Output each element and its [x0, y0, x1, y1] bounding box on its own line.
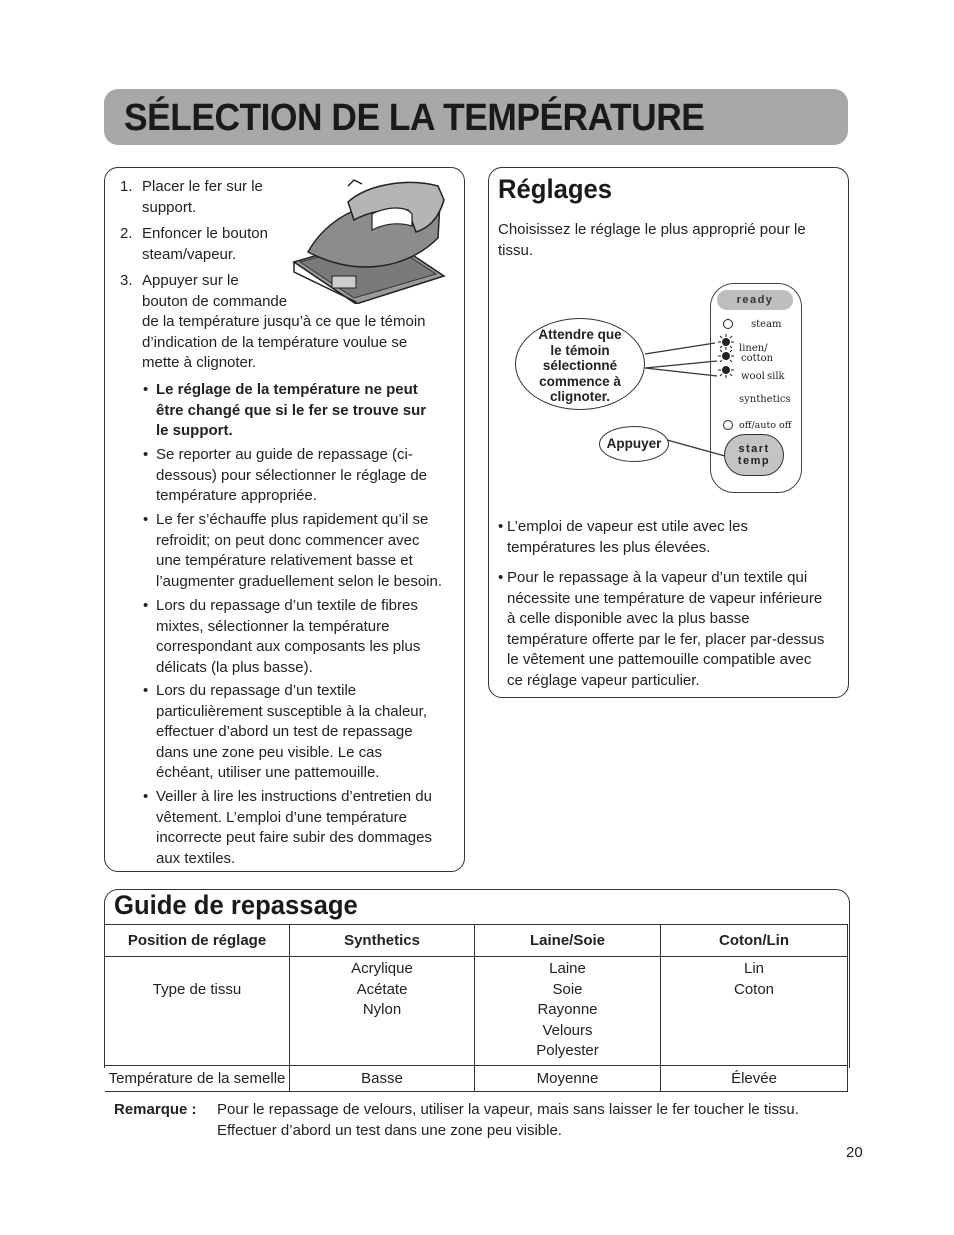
tip-line: dans une zone peu visible. Le cas — [156, 743, 382, 761]
synthetics-label: synthetics — [739, 394, 791, 405]
note-line: le vêtement une pattemouille compatible avec — [507, 651, 812, 668]
steam-label: steam — [751, 319, 782, 330]
step-3-line: de la température jusqu’à ce que le témoin — [142, 313, 426, 330]
ironing-guide-table — [105, 924, 848, 1092]
step-1-line: support. — [142, 198, 197, 216]
table-cell — [661, 957, 848, 1066]
table-cell — [290, 957, 475, 1066]
table-cell: Moyenne — [475, 1066, 661, 1092]
fabric-item: Nylon — [362, 1001, 402, 1018]
step-3-line: mette à clignoter. — [142, 354, 257, 371]
step-1-line: Placer le fer sur le — [142, 178, 263, 195]
callout-line: commence à — [539, 373, 621, 389]
tip-line: refroidit; on peut donc commencer avec — [156, 531, 420, 549]
tip-line: Le fer s’échauffe plus rapidement qu’il se — [156, 511, 429, 528]
start-temp-button[interactable] — [724, 434, 784, 476]
callout-line: clignoter. — [549, 389, 610, 404]
tip-line: être changé que si le fer se trouve sur — [156, 401, 427, 419]
intro-line: Choisissez le réglage le plus approprié pour le — [498, 221, 806, 238]
tip-line: dessous) pour sélectionner le réglage de — [156, 466, 428, 484]
table-cell: Basse — [290, 1066, 475, 1092]
column-header: Synthetics — [290, 925, 475, 957]
tip-line: effectuer d’abord un test de repassage — [156, 723, 413, 740]
note-line: Pour le repassage à la vapeur d’un textile qui — [507, 569, 808, 586]
bullet-icon: • — [143, 788, 149, 805]
bullet-icon: • — [498, 569, 504, 586]
bullet-icon: • — [143, 446, 149, 463]
note-text — [217, 1100, 799, 1141]
title-bar — [104, 89, 848, 145]
cotton-label: cotton — [741, 353, 774, 364]
indicator-light-icon — [723, 319, 733, 329]
tip-line: échéant, utiliser une pattemouille. — [156, 764, 380, 781]
table-cell: Élevée — [661, 1066, 848, 1092]
bullet-icon: • — [143, 381, 149, 398]
step-3-line: d’indication de la température voulue se — [142, 333, 408, 351]
step-3-line: Appuyer sur le — [142, 272, 239, 289]
note-line: Effectuer d’abord un test dans une zone peu visible. — [217, 1121, 562, 1139]
fabric-item: Coton — [733, 980, 775, 998]
row-label: Température de la semelle — [105, 1066, 290, 1092]
page-number: 20 — [846, 1144, 863, 1161]
tip-line: vêtement. L’emploi d’une température — [156, 808, 407, 826]
bullet-icon: • — [143, 511, 149, 528]
fabric-item: Rayonne — [537, 1001, 598, 1018]
column-header: Coton/Lin — [661, 925, 848, 957]
guide-heading: Guide de repassage — [114, 890, 358, 920]
callout-line: sélectionné — [542, 358, 618, 373]
tip-line: Le réglage de la température ne peut — [156, 381, 418, 398]
fabric-item: Acétate — [356, 980, 408, 998]
tip-line: le support. — [156, 422, 233, 439]
tip-line: mixtes, sélectionner la température — [156, 617, 390, 635]
table-row — [105, 957, 848, 1066]
note-line: température offerte par le fer, placer par-dessus — [507, 630, 825, 648]
callout-press-label: Appuyer — [606, 436, 662, 451]
fabric-item: Lin — [743, 960, 765, 977]
start-label: start — [738, 443, 770, 455]
tip-line: une température relativement basse et — [156, 552, 413, 569]
instructions-box — [104, 167, 465, 872]
tip-line: l’augmenter graduellement selon le besoin. — [156, 572, 443, 590]
fabric-item: Laine — [549, 960, 586, 977]
fabric-item: Polyester — [536, 1042, 599, 1059]
callout-line: Attendre que — [538, 327, 622, 342]
note-line: nécessite une température de vapeur inférieure — [507, 589, 823, 607]
row-label: Type de tissu — [105, 957, 290, 1066]
intro-line: tissu. — [498, 241, 534, 259]
off-label: off/auto off — [739, 420, 792, 431]
temp-label: temp — [737, 455, 771, 467]
step-number: 1. — [120, 178, 133, 195]
tip-line: incorrecte peut faire subir des dommages — [156, 829, 432, 846]
note-line: températures les plus élevées. — [507, 538, 711, 556]
bullet-icon: • — [143, 597, 149, 614]
tip-line: Se reporter au guide de repassage (ci- — [156, 446, 413, 463]
silk-label: silk — [767, 371, 785, 382]
step-3-line: bouton de commande — [142, 292, 288, 310]
table-header-row — [105, 925, 848, 957]
step-number: 3. — [120, 272, 133, 289]
bullet-icon: • — [498, 518, 504, 535]
tip-line: correspondant aux composants les plus — [156, 638, 421, 655]
tip-line: délicats (la plus basse). — [156, 658, 313, 676]
callout-line: le témoin — [550, 342, 610, 358]
column-header: Position de réglage — [105, 925, 290, 957]
fabric-item: Acrylique — [351, 960, 413, 977]
tip-line: Lors du repassage d’un textile de fibres — [156, 597, 418, 614]
tip-line: Veiller à lire les instructions d’entretien du — [156, 788, 432, 805]
step-2-line: Enfoncer le bouton — [142, 225, 268, 242]
note-line: à celle disponible avec la plus basse — [507, 610, 750, 627]
step-2-line: steam/vapeur. — [142, 245, 237, 263]
tip-line: particulièrement susceptible à la chaleur, — [156, 702, 427, 720]
table-cell — [475, 957, 661, 1066]
fabric-item: Soie — [552, 980, 583, 998]
wool-label: wool — [741, 371, 765, 382]
ready-indicator: ready — [717, 290, 793, 310]
indicator-light-icon — [723, 420, 733, 430]
step-number: 2. — [120, 225, 133, 242]
note-line: Pour le repassage de velours, utiliser la vapeur, mais sans laisser le fer toucher le tissu. — [217, 1101, 799, 1118]
note-line: L’emploi de vapeur est utile avec les — [507, 518, 748, 535]
bullet-icon: • — [143, 682, 149, 699]
linen-label: linen/ — [739, 343, 768, 354]
tip-line: aux textiles. — [156, 849, 236, 867]
table-row — [105, 1066, 848, 1092]
blinking-light-icon — [711, 332, 741, 384]
column-header: Laine/Soie — [475, 925, 661, 957]
tip-line: Lors du repassage d’un textile — [156, 682, 357, 699]
tip-line: température appropriée. — [156, 487, 317, 504]
page-title: SÉLECTION DE LA TEMPÉRATURE — [124, 97, 705, 139]
control-panel — [710, 283, 802, 493]
fabric-item: Velours — [542, 1021, 593, 1039]
note-line: ce réglage vapeur particulier. — [507, 671, 700, 689]
settings-box — [488, 167, 849, 698]
note-label: Remarque : — [114, 1101, 197, 1118]
settings-heading: Réglages — [498, 174, 613, 204]
